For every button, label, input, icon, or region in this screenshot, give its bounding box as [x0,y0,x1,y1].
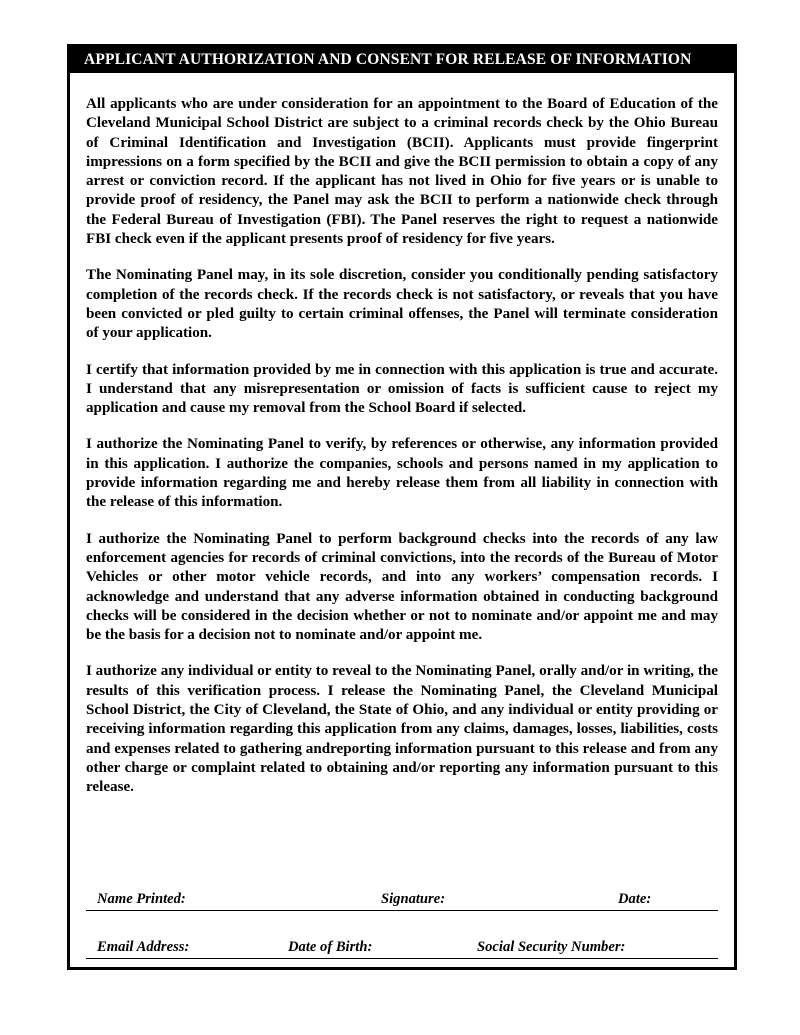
paragraph-6: I authorize any individual or entity to reveal to the Nominating Panel, orally and/or in writing, the results of this verification process. I release the Nominating Panel, the Cleveland Municipal School District, the City of Cleveland, the State of Ohio, and any individual or entity providing or receiving information regarding this application from any claims, damages, losses, liabilities, costs and expenses related to gathering andreporting information pursuant to this release and from any other charge or complaint related to obtaining and/or reporting any information pursuant to this release. [86,663,718,796]
date-label: Date: [618,891,652,907]
page-title: APPLICANT AUTHORIZATION AND CONSENT FOR RELEASE OF INFORMATION [70,47,734,73]
form-bordered-container [67,44,737,970]
signature-section [70,863,734,967]
email-address-label: Email Address: [97,939,190,955]
paragraph-5: I authorize the Nominating Panel to perform background checks into the records of any law enforcement agencies for records of criminal convictions, into the records of the Bureau of Motor Vehicles or other motor vehicle records, and into any workers’ compensation records. I acknowledge and understand that any adverse information obtained in conducting background checks will be considered in the decision whether or not to nominate and/or appoint me and may be the basis for a decision not to nominate and/or appoint me. [86,530,718,644]
signature-row-2 [86,911,718,959]
date-of-birth-label: Date of Birth: [288,939,373,955]
paragraph-1: All applicants who are under consideration for an appointment to the Board of Education of the Cleveland Municipal School District are subject to a criminal records check by the Ohio Bureau of Criminal Identification and Investigation (BCII). Applicants must provide fingerprint impressions on a form specified by the BCII and give the BCII permission to obtain a copy of any arrest or conviction record. If the applicant has not lived in Ohio for five years or is unable to provide proof of residency, the Panel may ask the BCII to perform a nationwide check through the Federal Bureau of Investigation (FBI). The Panel reserves the right to request a nationwide FBI check even if the applicant presents proof of residency for five years. [86,96,718,248]
signature-row-1 [86,863,718,911]
paragraph-2: The Nominating Panel may, in its sole discretion, consider you conditionally pending satisfactory completion of the records check. If the records check is not satisfactory, or reveals that you have been convicted or pled guilty to certain criminal offenses, the Panel will terminate consideration of your application. [86,267,718,342]
signature-label: Signature: [381,891,446,907]
document-body [70,73,734,798]
paragraph-4: I authorize the Nominating Panel to verify, by references or otherwise, any information provided in this application. I authorize the companies, schools and persons named in my application to provide information regarding me and hereby release them from all liability in connection with the release of this information. [86,436,718,511]
social-security-number-label: Social Security Number: [477,939,626,955]
paragraph-3: I certify that information provided by me in connection with this application is true and accurate. I understand that any misrepresentation or omission of facts is sufficient cause to reject my application and cause my removal from the School Board if selected. [86,361,718,417]
name-printed-label: Name Printed: [97,891,186,907]
